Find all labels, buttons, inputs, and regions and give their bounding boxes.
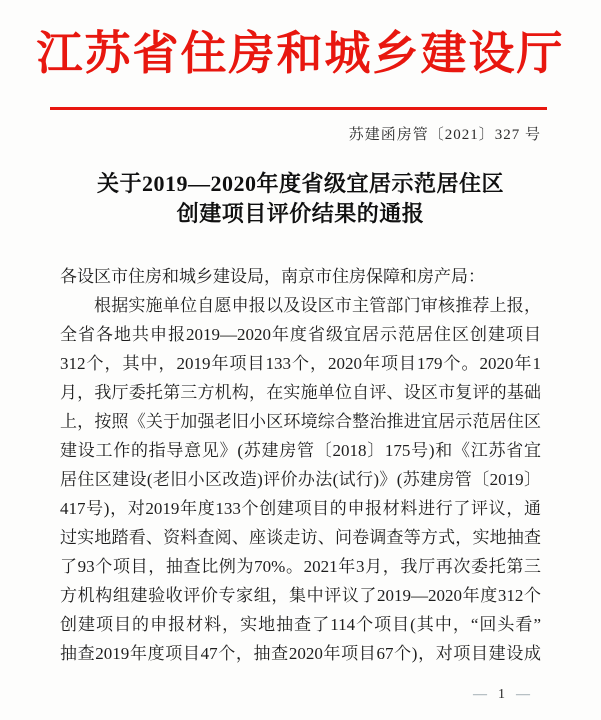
body-line: 312个，其中，2019年项目133个，2020年项目179个。2020年1 xyxy=(60,354,541,373)
body-line: 根据实施单位自愿申报以及设区市主管部门审核推荐上报， xyxy=(94,296,541,315)
body-line: 创建项目的申报材料，实地抽查了114个项目(其中，“回头看” xyxy=(60,615,541,634)
body-line: 过实地踏看、资料查阅、座谈走访、问卷调查等方式，实地抽查 xyxy=(60,528,541,547)
body-line: 了93个项目，抽查比例为70%。2021年3月，我厅再次委托第三 xyxy=(60,557,541,576)
body-line: 居住区建设(老旧小区改造)评价办法(试行)》(苏建房管〔2019〕 xyxy=(60,470,541,489)
page-footer xyxy=(473,687,531,703)
footer-dash-left: — xyxy=(473,687,488,702)
body-line: 全省各地共申报2019—2020年度省级宜居示范居住区创建项目 xyxy=(60,325,541,344)
body-line: 方机构组建验收评价专家组，集中评议了2019—2020年度312个 xyxy=(60,586,541,605)
document-body xyxy=(60,262,541,668)
document-title-line-2: 创建项目评价结果的通报 xyxy=(176,201,425,226)
body-line: 417号)，对2019年度133个创建项目的申报材料进行了评议，通 xyxy=(60,499,541,518)
body-line: 抽查2019年度项目47个，抽查2020年项目67个)，对项目建设成 xyxy=(60,644,541,663)
doc-number: 苏建函房管〔2021〕327 号 xyxy=(348,127,541,143)
header-divider xyxy=(50,107,547,110)
document-title-line-1: 关于2019—2020年度省级宜居示范居住区 xyxy=(96,171,504,196)
agency-title: 江苏省住房和城乡建设厅 xyxy=(36,28,565,79)
salutation: 各设区市住房和城乡建设局，南京市住房保障和房产局： xyxy=(60,267,485,286)
page-number: 1 xyxy=(498,687,506,702)
document-title xyxy=(40,169,561,229)
body-line: 建设工作的指导意见》(苏建房管〔2018〕175号)和《江苏省宜 xyxy=(60,441,541,460)
footer-dash-right: — xyxy=(516,687,531,702)
body-line: 月，我厅委托第三方机构，在实施单位自评、设区市复评的基础 xyxy=(60,383,541,402)
body-line: 上，按照《关于加强老旧小区环境综合整治推进宜居示范居住区 xyxy=(60,412,541,431)
